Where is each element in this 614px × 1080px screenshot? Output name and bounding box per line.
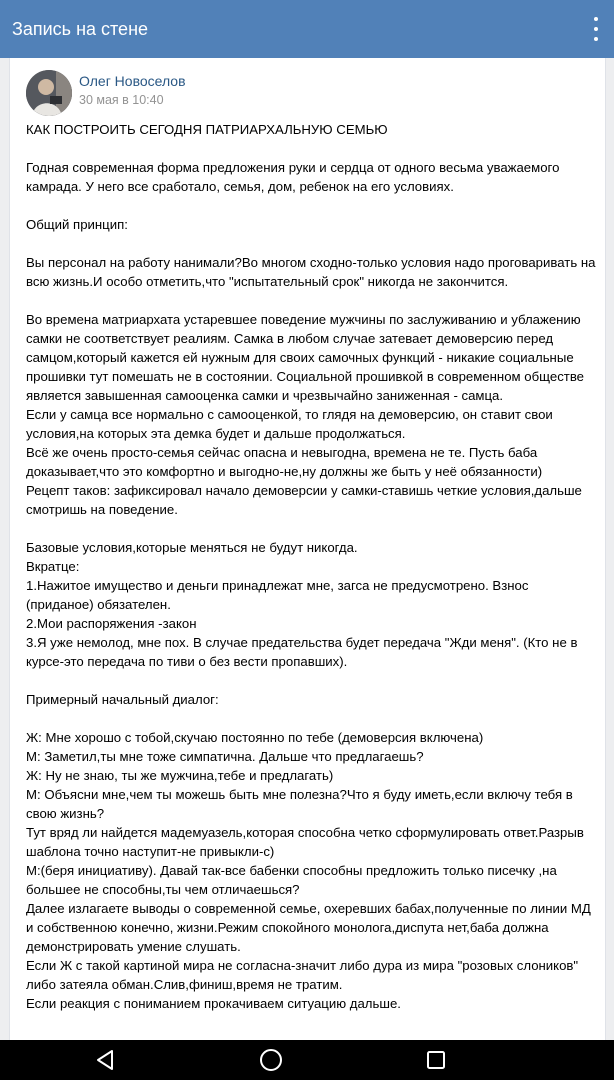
paragraph-spacer [26,234,596,253]
paragraph-spacer [26,291,596,310]
paragraph-spacer [26,519,596,538]
post-paragraph: Если Ж с такой картиной мира не согласна-значит либо дура из мира "розовых слоников" либо затеяла обман.Слив,финиш,время не тратим. [26,958,582,992]
post-paragraph: М: Заметил,ты мне тоже симпатична. Дальше что предлагаешь? [26,749,424,764]
post-paragraph: Ж: Мне хорошо с тобой,скучаю постоянно по тебе (демоверсия включена) [26,730,484,745]
avatar[interactable] [26,70,72,116]
paragraph-spacer [26,139,596,158]
post-paragraph: 2.Мои распоряжения -закон [26,616,197,631]
app-header [0,0,614,58]
paragraph-spacer [26,709,596,728]
post-paragraph: Общий принцип: [26,217,128,232]
paragraph-spacer [26,671,596,690]
wall-post [9,58,606,1043]
post-paragraph: КАК ПОСТРОИТЬ СЕГОДНЯ ПАТРИАРХАЛЬНУЮ СЕМЬЮ [26,122,388,137]
post-paragraph: Всё же очень просто-семья сейчас опасна и невыгодна, времена не те. Пусть баба доказывает,что это комфортно и выгодно-не,ну должны же быть у неё обязанности) [26,445,543,479]
more-vertical-icon[interactable] [592,17,600,41]
paragraph-spacer [26,196,596,215]
post-paragraph: 1.Нажитое имущество и деньги принадлежат мне, загса не предусмотрено. Взнос (приданое) обязателен. [26,578,533,612]
home-circle-icon[interactable] [258,1048,284,1072]
post-text [26,120,600,1013]
post-paragraph: Во времена матриархата устаревшее поведение мужчины по заслуживанию и ублажению самки не соответствует реалиям. Самка в любом случае затевает демоверсию перед самцом,который кажется ей нужным для своих самочных функций - никакие социальные прошивки тут помешать не в состоянии. Социальной прошивкой в современном обществе является завышенная самооценка самки и чрезвычайно заниженная - самца. [26,312,588,403]
post-paragraph: Годная современная форма предложения руки и сердца от одного весьма уважаемого камрада. У него все сработало, семья, дом, ребенок на его условиях. [26,160,564,194]
post-paragraph: Вы персонал на работу нанимали?Во многом сходно-только условия надо проговаривать на всю жизнь.И особо отметить,что "испытательный срок" никогда не закончится. [26,255,600,289]
post-date: 30 мая в 10:40 [79,93,164,107]
post-paragraph: Примерный начальный диалог: [26,692,219,707]
recents-square-icon[interactable] [423,1048,449,1072]
post-author-link[interactable]: Олег Новоселов [79,73,186,89]
post-paragraph: 3.Я уже немолод, мне пох. В случае предательства будет передача "Жди меня". (Кто не в курсе-это передача по тиви о без вести пропавших). [26,635,582,669]
post-paragraph: Базовые условия,которые меняться не будут никогда. [26,540,358,555]
post-paragraph: Ж: Ну не знаю, ты же мужчина,тебе и предлагать) [26,768,334,783]
back-triangle-icon[interactable] [92,1048,118,1072]
android-navbar [0,1040,614,1080]
post-paragraph: М:(беря инициативу). Давай так-все бабенки способны предложить только писечку ,на большее не способны,ты чем отличаешься? [26,863,561,897]
post-paragraph: Рецепт таков: зафиксировал начало демоверсии у самки-ставишь четкие условия,дальше смотришь на поведение. [26,483,586,517]
post-paragraph: Тут вряд ли найдется мадемуазель,которая способна четко сформулировать ответ.Разрыв шаблона точно наступит-не привыкли-с) [26,825,588,859]
page-title: Запись на стене [12,18,149,39]
post-paragraph: Вкратце: [26,559,80,574]
post-paragraph: Если у самца все нормально с самооценкой, то глядя на демоверсию, он ставит свои условия,на которых эта демка будет и дальше продолжаться. [26,407,557,441]
post-paragraph: М: Объясни мне,чем ты можешь быть мне полезна?Что я буду иметь,если включу тебя в свою жизнь? [26,787,577,821]
post-paragraph: Далее излагаете выводы о современной семье, охеревших бабах,полученные по линии МД и собственною конечно, жизни.Режим спокойного монолога,диспута нет,баба должна демонстрировать умение слушать. [26,901,595,954]
post-paragraph: Если реакция с пониманием прокачиваем ситуацию дальше. [26,996,401,1011]
